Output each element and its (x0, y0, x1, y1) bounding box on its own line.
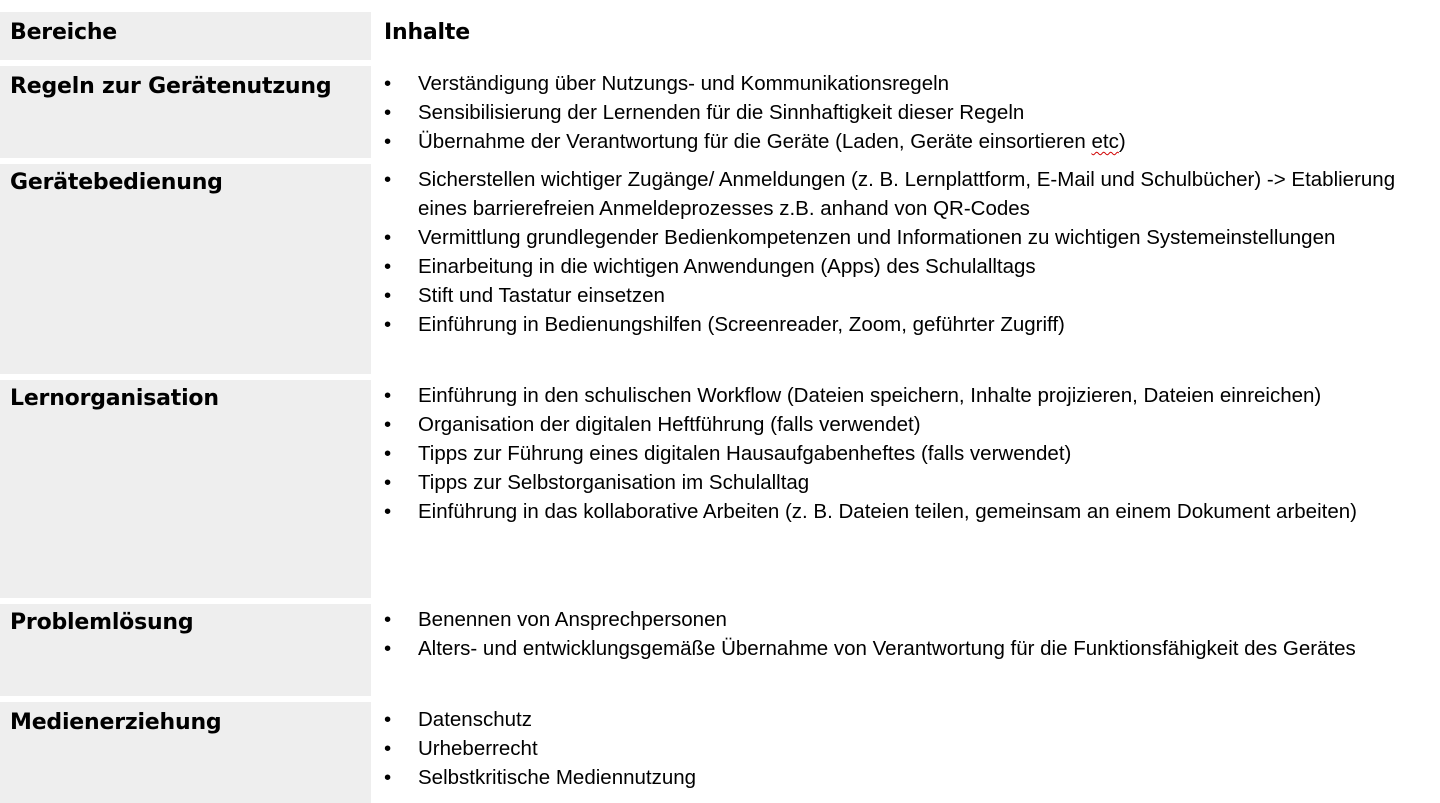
spellcheck-word: etc (1091, 130, 1119, 153)
row-title: Medienerziehung (10, 710, 222, 735)
row-title: Problemlösung (10, 610, 194, 635)
list-item: • Verständigung über Nutzungs- und Kommunikationsregeln (384, 69, 1428, 98)
row-title-cell (0, 380, 371, 598)
table-header-row (0, 12, 1440, 60)
list-item: • Selbstkritische Mediennutzung (384, 763, 1428, 792)
row-title: Gerätebedienung (10, 170, 223, 195)
list-item: • Sensibilisierung der Lernenden für die Sinnhaftigkeit dieser Regeln (384, 98, 1428, 127)
list-item: • Organisation der digitalen Heftführung (falls verwendet) (384, 410, 1428, 439)
content-table (0, 12, 1440, 803)
row-content-cell (384, 164, 1440, 339)
row-title-cell (0, 604, 371, 696)
list-item: • Benennen von Ansprechpersonen (384, 605, 1428, 634)
header-cell-bereiche (0, 12, 371, 60)
row-content-cell (384, 380, 1440, 526)
list-item: • Tipps zur Selbstorganisation im Schulalltag (384, 468, 1428, 497)
row-title: Lernorganisation (10, 386, 219, 411)
list-item: • Einführung in Bedienungshilfen (Screenreader, Zoom, geführter Zugriff) (384, 310, 1428, 339)
list-item: • Tipps zur Führung eines digitalen Hausaufgabenheftes (falls verwendet) (384, 439, 1428, 468)
list-item: • Sicherstellen wichtiger Zugänge/ Anmeldungen (z. B. Lernplattform, E-Mail und Schulbücher) -> Etablierung eines barrierefreien Anmeldeprozesses z.B. anhand von QR-Codes (384, 165, 1428, 223)
table-row (0, 66, 1440, 158)
list-item: • Stift und Tastatur einsetzen (384, 281, 1428, 310)
list-item: • Einarbeitung in die wichtigen Anwendungen (Apps) des Schulalltags (384, 252, 1428, 281)
list-item: • Alters- und entwicklungsgemäße Übernahme von Verantwortung für die Funktionsfähigkeit des Gerätes (384, 634, 1428, 663)
list-item: • Einführung in das kollaborative Arbeiten (z. B. Dateien teilen, gemeinsam an einem Dokument arbeiten) (384, 497, 1428, 526)
row-title: Regeln zur Gerätenutzung (10, 74, 332, 99)
header-inhalte: Inhalte (384, 20, 470, 45)
row-content-cell (384, 66, 1440, 156)
table-row (0, 702, 1440, 803)
list-item: • Übernahme der Verantwortung für die Geräte (Laden, Geräte einsortieren etc) (384, 127, 1428, 156)
row-title-cell (0, 66, 371, 158)
row-title-cell (0, 164, 371, 374)
list-item: • Einführung in den schulischen Workflow (Dateien speichern, Inhalte projizieren, Dateien einreichen) (384, 381, 1428, 410)
row-content-cell (384, 702, 1440, 792)
header-bereiche: Bereiche (10, 20, 118, 45)
table-row (0, 164, 1440, 374)
list-item: • Urheberrecht (384, 734, 1428, 763)
row-content-cell (384, 604, 1440, 663)
row-title-cell (0, 702, 371, 803)
table-row (0, 604, 1440, 696)
list-item: • Vermittlung grundlegender Bedienkompetenzen und Informationen zu wichtigen Systemeinstellungen (384, 223, 1428, 252)
list-item: • Datenschutz (384, 705, 1428, 734)
table-row (0, 380, 1440, 598)
